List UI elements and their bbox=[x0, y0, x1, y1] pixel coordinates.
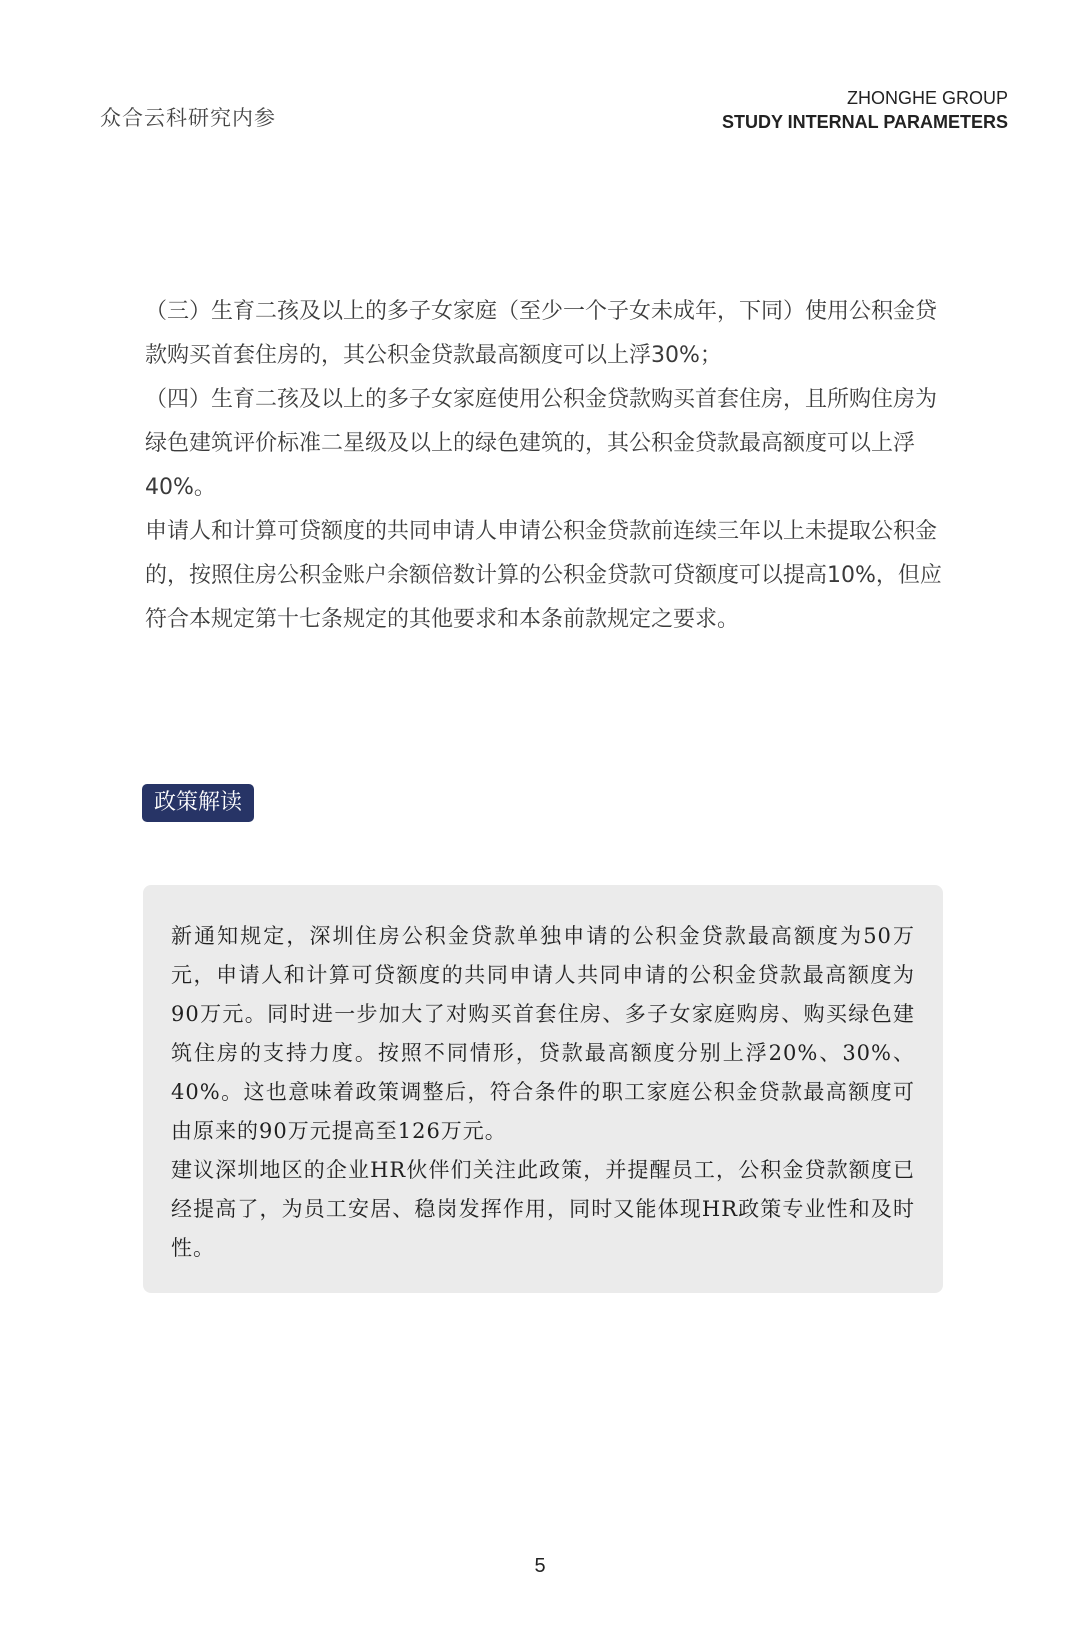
body-paragraph: （三）生育二孩及以上的多子女家庭（至少一个子女未成年，下同）使用公积金贷款购买首套住房的，其公积金贷款最高额度可以上浮30%； bbox=[145, 299, 938, 368]
header-brand-line1: ZHONGHE GROUP bbox=[846, 88, 1008, 108]
header-brand-line2: STUDY INTERNAL PARAMETERS bbox=[721, 112, 1008, 132]
body-paragraph: （四）生育二孩及以上的多子女家庭使用公积金贷款购买首套住房，且所购住房为绿色建筑评价标准二星级及以上的绿色建筑的，其公积金贷款最高额度可以上浮40%。 bbox=[145, 387, 938, 500]
header-brand bbox=[722, 86, 1008, 134]
body-paragraph: 申请人和计算可贷额度的共同申请人申请公积金贷款前连续三年以上未提取公积金的，按照住房公积金账户余额倍数计算的公积金贷款可贷额度可以提高10%，但应符合本规定第十七条规定的其他要求和本条前款规定之要求。 bbox=[145, 519, 942, 632]
summary-paragraph: 建议深圳地区的企业HR伙伴们关注此政策，并提醒员工，公积金贷款额度已经提高了，为员工安居、稳岗发挥作用，同时又能体现HR政策专业性和及时性。 bbox=[171, 1158, 915, 1260]
header-publication-title: 众合云科研究内参 bbox=[100, 106, 276, 130]
page-number: 5 bbox=[534, 1555, 546, 1577]
policy-interpretation-box bbox=[143, 885, 943, 1293]
policy-body-text bbox=[145, 290, 945, 642]
summary-paragraph: 新通知规定，深圳住房公积金贷款单独申请的公积金贷款最高额度为50万元，申请人和计算可贷额度的共同申请人共同申请的公积金贷款最高额度为90万元。同时进一步加大了对购买首套住房、多子女家庭购房、购买绿色建筑住房的支持力度。按照不同情形，贷款最高额度分别上浮20%、30%、40%。这也意味着政策调整后，符合条件的职工家庭公积金贷款最高额度可由原来的90万元提高至126万元。 bbox=[171, 924, 915, 1143]
section-tag-policy-interpretation: 政策解读 bbox=[142, 784, 254, 822]
